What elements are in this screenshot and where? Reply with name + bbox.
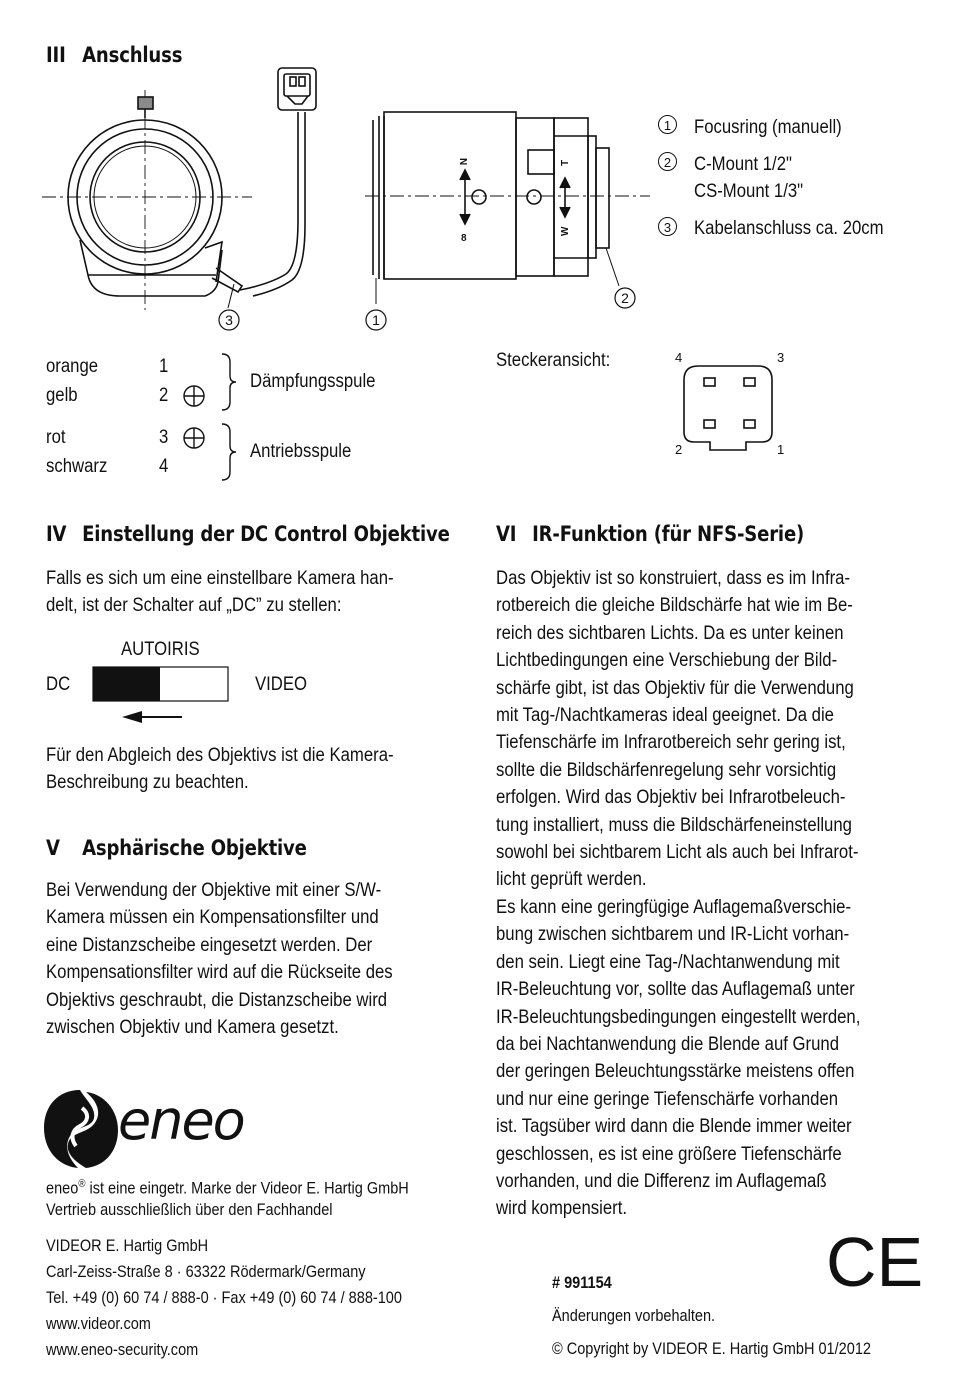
article-number: # 991154 [552,1274,612,1292]
section-title: Asphärische Objektive [82,836,307,860]
brace-icon [222,424,236,480]
copyright: © Copyright by VIDEOR E. Hartig GmbH 01/2012 [552,1340,871,1358]
section-title: Einstellung der DC Control Objektive [82,522,450,546]
wire-num-3: 3 [159,427,169,448]
callout-3: 3 [225,312,233,328]
section-title: Anschluss [82,43,183,67]
legend-marker: 2 [658,152,677,171]
callout-2: 2 [621,290,629,306]
coil-brackets [178,350,248,485]
lens-diagram [40,60,650,340]
wire-num-2: 2 [159,385,169,406]
changes-note: Änderungen vorbehalten. [552,1307,716,1325]
wire-color-2: gelb [46,385,78,406]
pin-1: 1 [777,442,785,457]
eneo-logo-text: eneo [118,1089,244,1152]
legend-text-1: Focusring (manuell) [694,117,842,138]
lens-side-view [365,112,650,304]
trademark-line: eneo® ist eine eingetr. Marke der Videor E. Hartig GmbH [46,1178,409,1198]
pin-3: 3 [777,350,785,365]
legend-item-1 [658,115,677,135]
switch-label-dc: DC [46,674,71,695]
callout-1: 1 [372,312,380,328]
section-4-heading [46,522,450,546]
legend-text-3: Kabelanschluss ca. 20cm [694,218,884,239]
ce-mark-icon [826,1223,924,1301]
label-8: 8 [461,233,467,244]
section-4-note: Für den Abgleich des Objektivs ist die Kamera- Beschreibung zu beachten. [46,745,394,794]
section-title: IR-Funktion (für NFS-Serie) [532,522,805,546]
label-t: T [560,159,571,166]
legend-text-2: C-Mount 1/2" CS-Mount 1/3" [694,154,804,203]
legend-marker: 3 [658,217,677,236]
switch-label-autoiris: AUTOIRIS [121,639,200,660]
section-number: IV [46,522,67,546]
legend-item-2 [658,152,677,172]
section-number: VI [496,522,517,546]
plug-view-label: Steckeransicht: [496,350,611,371]
legend-marker: 1 [658,115,677,134]
ce-mark-text: CE [826,1223,924,1301]
section-4-intro: Falls es sich um eine einstellbare Kamera han- delt, ist der Schalter auf „DC” zu stellen: [46,568,394,617]
legend-item-3 [658,217,677,237]
section-6-body: Das Objektiv ist so konstruiert, dass es im Infra- rotbereich die gleiche Bildschärfe hat wie im Be- reich des sichtbaren Lichts. Da es unter keinen Lichtbedingungen eine Verschiebung der Bild- schärfe gibt, ist das Objektiv für die Verwendung mit Tag-/Nachtkameras ideal geeignet. Da die Tiefenschärfe im Infrarotbereich sehr gering ist, sollte die Bildschärfenregelung sehr vorsichtig erfolgen. Wird das Objektiv bei Infrarotbeleuch- tung installiert, muss die Bildschärfeneinstellung sowohl bei sichtbarem Licht als auch bei Infrarot- licht geprüft werden. Es kann eine geringfügige Auflagemaßverschie- bung zwischen sichtbarem und IR-Licht vorhan- den sein. Liegt eine Tag-/Nachtanwendung mit IR-Beleuchtung vor, sollte das Auflagemaß unter IR-Beleuchtungsbedingungen eingestellt werden, da bei Nachtanwendung die Blende auf Grund der geringen Beleuchtungsstärke meistens offen und nur eine geringe Tiefenschärfe vorhanden ist. Tagsüber wird dann die Blende immer weiter geschlossen, es ist eine größere Tiefenschärfe vorhanden, und die Differenz im Auflagemaß wird kompensiert. [496,568,861,1220]
wire-color-1: orange [46,356,99,377]
plus-icon [184,386,204,406]
plus-icon [184,428,204,448]
pin-4: 4 [675,350,683,365]
section-5-heading [46,836,307,860]
coil-drive: Antriebsspule [250,441,352,462]
label-n: N [457,158,468,166]
switch-label-video: VIDEO [255,674,308,695]
switch-slider [93,667,160,701]
brace-icon [222,354,236,410]
eneo-logo-icon [40,1088,120,1170]
coil-damping: Dämpfungsspule [250,371,376,392]
arrow-left-icon [122,711,182,723]
distribution-line: Vertrieb ausschließlich über den Fachhandel [46,1201,333,1219]
wire-color-4: schwarz [46,456,108,477]
wire-num-4: 4 [159,456,169,477]
wire-num-1: 1 [159,356,169,377]
dc-switch [92,666,232,726]
plug-diagram [668,346,794,462]
pin-2: 2 [675,442,683,457]
section-number: III [46,43,66,67]
section-5-body: Bei Verwendung der Objektive mit einer S/W- Kamera müssen ein Kompensationsfilter und eine Distanzscheibe eingesetzt werden. Der Kompensationsfilter wird auf die Rückseite des Objektivs geschraubt, die Distanzscheibe wird zwischen Objektiv und Kamera gesetzt. [46,880,393,1039]
lens-front-view [42,68,316,310]
wire-color-3: rot [46,427,66,448]
label-w: W [560,226,571,236]
section-6-heading [496,522,804,546]
section-number: V [46,836,60,860]
company-address: VIDEOR E. Hartig GmbH Carl-Zeiss-Straße 8 · 63322 Rödermark/Germany Tel. +49 (0) 60 74 / 888-0 · Fax +49 (0) 60 74 / 888-100 www.videor.com www.eneo-security.com [46,1237,402,1359]
